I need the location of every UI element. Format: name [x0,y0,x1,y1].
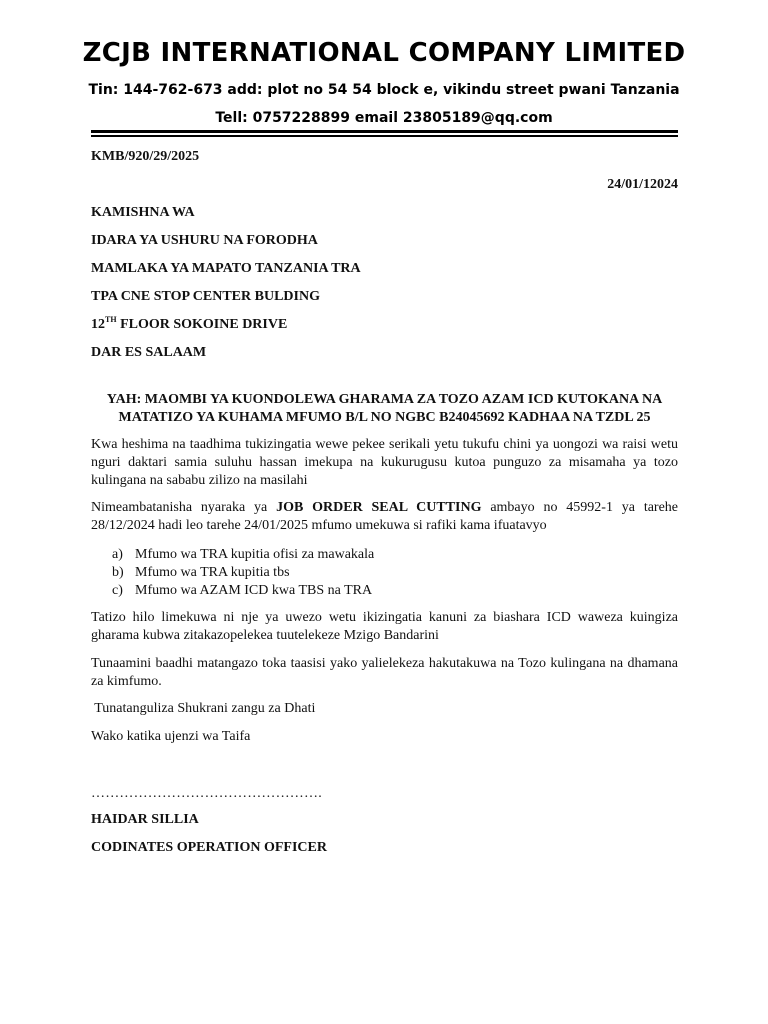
reference-number: KMB/920/29/2025 [91,149,200,164]
recipient-line-2: IDARA YA USHURU NA FORODHA [91,233,318,248]
issues-list [112,546,374,600]
signatory-name: HAIDAR SILLIA [91,812,199,827]
letterhead-divider-thick [91,130,678,133]
recipient-line-4: TPA CNE STOP CENTER BULDING [91,289,320,304]
list-marker: a) [112,547,123,562]
recipient-line-1: KAMISHNA WA [91,205,195,220]
signature-line: …………………………………………. [91,786,322,801]
document-name-emphasis: JOB ORDER SEAL CUTTING [276,500,482,515]
paragraph-2-lead: Nimeambatanisha nyaraka ya [91,500,277,515]
floor-number: 12 [91,317,105,332]
closing-regards: Wako katika ujenzi wa Taifa [91,729,251,744]
paragraph-2-rest: ambayo no 45992-1 ya tarehe 28/12/2024 hadi leo tarehe 24/01/2025 mfumo umekuwa si rafiki kama ifuatavyo [91,500,679,533]
list-marker: b) [112,565,124,580]
body-paragraph-1: Kwa heshima na taadhima tukizingatia wewe pekee serikali yetu tukufu chini ya uongozi wa raisi wetu nguri daktari samia suluhu hassan imekupa na kukurugusu kutoa punguzo za misamaha ya tozo kulingana na sababu zilizo na masilahi [91,437,678,488]
list-item [112,564,374,582]
body-paragraph-3: Tatizo hilo limekuwa ni nje ya uwezo wetu ikizingatia kanuni za biashara ICD waweza kuingiza gharama kubwa zitakazopelekea tuutelekeze Mzigo Bandarini [91,610,678,643]
recipient-line-5 [91,317,287,333]
list-item-text: Mfumo wa TRA kupitia ofisi za mawakala [135,547,375,562]
floor-ordinal-suffix: TH [105,315,117,324]
letter-date: 24/01/12024 [607,177,678,192]
letterhead-divider-thin [91,135,678,137]
recipient-line-6: DAR ES SALAAM [91,345,207,360]
closing-thanks: Tunatanguliza Shukrani zangu za Dhati [91,701,316,716]
list-item-text: Mfumo wa AZAM ICD kwa TBS na TRA [135,583,373,598]
list-item [112,546,374,564]
body-paragraph-2 [91,499,678,535]
list-item [112,582,374,600]
company-phone-email-line: Tell: 0757228899 email 23805189@qq.com [215,110,553,126]
company-name: ZCJB INTERNATIONAL COMPANY LIMITED [82,38,686,68]
list-marker: c) [112,583,123,598]
subject-heading: YAH: MAOMBI YA KUONDOLEWA GHARAMA ZA TOZO AZAM ICD KUTOKANA NA MATATIZO YA KUHAMA MFUMO B/L NO NGBC B24045692 KADHAA NA TZDL 25 [106,392,663,425]
signatory-title: CODINATES OPERATION OFFICER [91,840,327,855]
floor-street: FLOOR SOKOINE DRIVE [116,317,288,332]
recipient-line-3: MAMLAKA YA MAPATO TANZANIA TRA [91,261,361,276]
body-paragraph-4: Tunaamini baadhi matangazo toka taasisi yako yalielekeza hakutakuwa na Tozo kulingana na dhamana za kimfumo. [91,656,678,689]
list-item-text: Mfumo wa TRA kupitia tbs [135,565,290,580]
company-address-line: Tin: 144-762-673 add: plot no 54 54 block e, vikindu street pwani Tanzania [88,82,680,98]
